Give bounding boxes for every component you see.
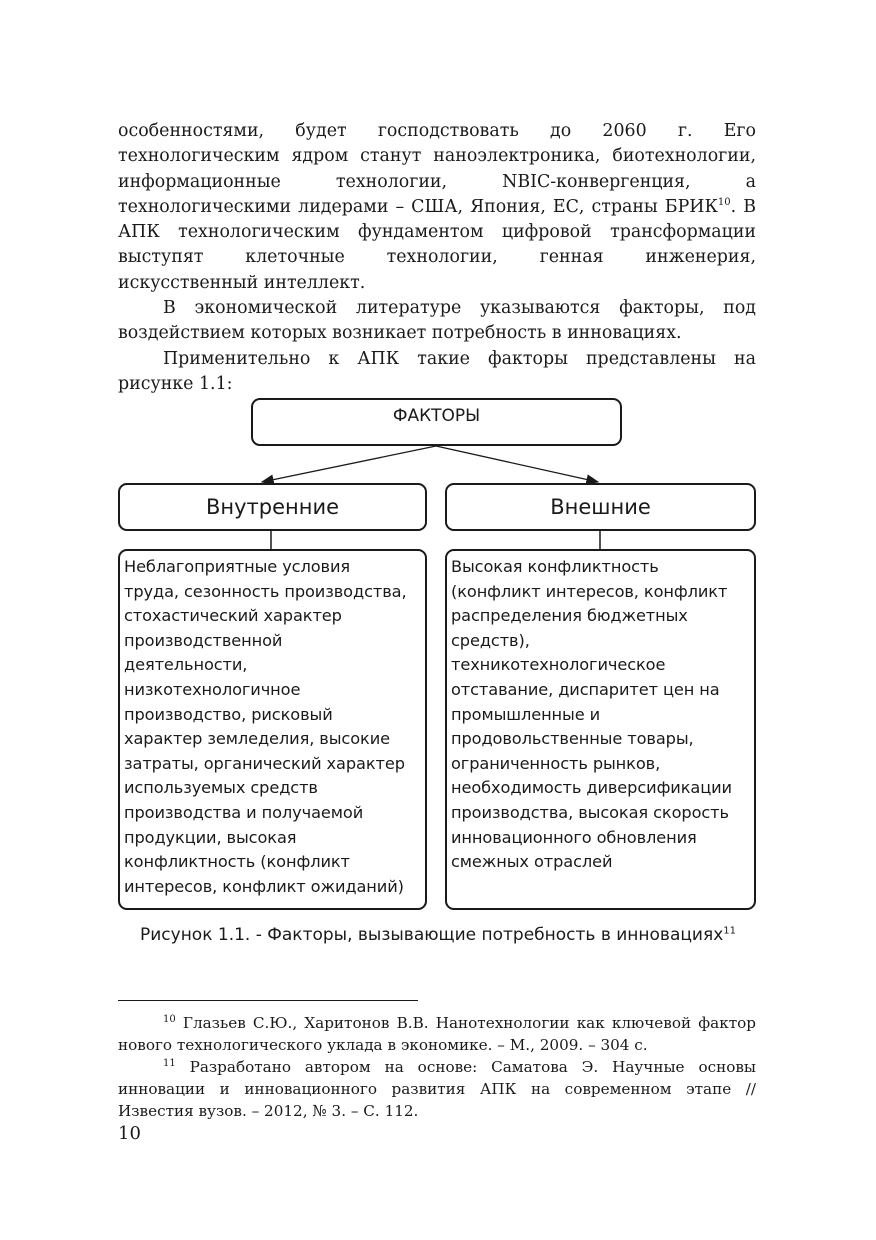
body-text <box>118 119 756 397</box>
paragraph-1-text-end: . В АПК технологическим фундаментом цифровой трансформации выступят клеточные технологии, генная инженерия, искусственный интеллект. <box>118 196 756 293</box>
figure-caption-text: Рисунок 1.1. - Факторы, вызывающие потребность в инновациях <box>139 925 724 945</box>
factors-root-label: ФАКТОРЫ <box>392 406 481 426</box>
paragraph-3: Применительно к АПК такие факторы представлены на рисунке 1.1: <box>118 348 756 394</box>
footnote-ref-11[interactable]: 11 <box>723 925 736 937</box>
paragraph-2: В экономической литературе указываются факторы, под воздействием которых возникает потребность в инновациях. <box>118 298 756 344</box>
page-number: 10 <box>118 1123 141 1144</box>
internal-factors-label: Внутренние <box>205 495 340 519</box>
paragraph-1 <box>118 119 756 296</box>
internal-factors-box <box>118 483 427 531</box>
footnote-ref-10[interactable]: 10 <box>717 197 731 209</box>
factors-root-box <box>251 398 622 446</box>
figure-caption <box>118 925 758 945</box>
arrow-to-external <box>436 446 598 482</box>
footnote-10 <box>118 1012 756 1056</box>
footnote-separator <box>118 1000 418 1001</box>
internal-factors-list: Неблагоприятные условия труда, сезонность производства, стохастический характер производственной деятельности, низкотехнологичное производство, рисковый характер земледелия, высокие затраты, органический характер используемых средств производства и получаемой продукции, высокая конфликтность (конфликт интересов, конфликт ожиданий) <box>118 549 427 910</box>
external-factors-list: Высокая конфликтность (конфликт интересов, конфликт распределения бюджетных средств), техникотехнологическое отставание, диспаритет цен на промышленные и продовольственные товары, ограниченность рынков, необходимость диверсификации производства, высокая скорость инновационного обновления смежных отраслей <box>445 549 756 910</box>
arrow-to-internal <box>262 446 436 482</box>
paragraph-1-text: особенностями, будет господствовать до 2060 г. Его технологическим ядром станут наноэлектроника, биотехнологии, информационные технологии, NBIC-конвергенция, а технологическими лидерами – США, Япония, ЕС, страны БРИК <box>118 121 756 217</box>
footnote-11-mark: 11 <box>163 1057 176 1069</box>
footnote-10-text: Глазьев С.Ю., Харитонов В.В. Нанотехнологии как ключевой фактор нового технологического уклада в экономике. – М., 2009. – 304 с. <box>118 1014 756 1054</box>
footnotes <box>118 1012 756 1122</box>
footnote-11 <box>118 1056 756 1122</box>
footnote-11-text: Разработано автором на основе: Саматова Э. Научные основы инновации и инновационного развития АПК на современном этапе // Известия вузов. – 2012, № 3. – С. 112. <box>118 1058 756 1120</box>
external-factors-box <box>445 483 756 531</box>
footnote-10-mark: 10 <box>163 1013 176 1025</box>
external-factors-label: Внешние <box>550 495 651 519</box>
